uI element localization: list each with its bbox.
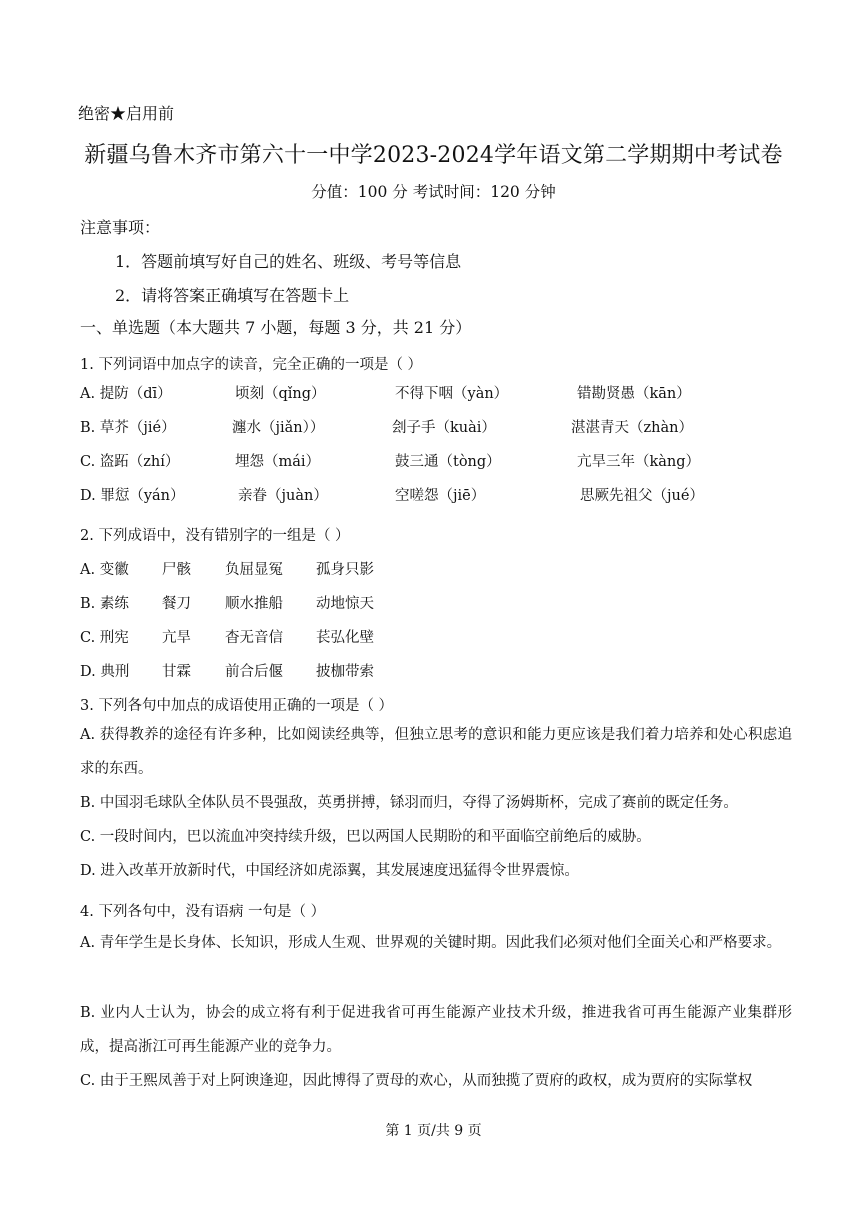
option-item: 尸骸: [162, 562, 191, 578]
question-4-option-a: A. 青年学生是长身体、长知识，形成人生观、世界观的关键时期。因此我们必须对他们全面关心和严格要求。: [80, 935, 782, 951]
page-number: 第 1 页/共 9 页: [385, 1123, 482, 1139]
option-item: A. 提防（dī）: [80, 386, 172, 402]
option-item: 披枷带索: [316, 664, 374, 680]
question-1-stem: 1. 下列词语中加点字的读音，完全正确的一项是（ ）: [80, 357, 423, 373]
question-4-option-c: C. 由于王熙凤善于对上阿谀逢迎，因此博得了贾母的欢心，从而独揽了贾府的政权，成为贾府的实际掌权: [80, 1073, 753, 1089]
option-item: A. 变徽: [80, 562, 129, 578]
notice-item: 1．答题前填写好自己的姓名、班级、考号等信息: [115, 252, 462, 271]
option-item: 不得下咽（yàn）: [395, 386, 509, 402]
question-3-option-b: B. 中国羽毛球队全体队员不畏强敌，英勇拼搏，铩羽而归，夺得了汤姆斯杯，完成了赛前的既定任务。: [80, 795, 738, 811]
option-item: D. 典刑: [80, 664, 130, 680]
option-item: 负屈显冤: [225, 562, 283, 578]
question-2-stem: 2. 下列成语中，没有错别字的一组是（ ）: [80, 528, 350, 544]
exam-title: 新疆乌鲁木齐市第六十一中学2023-2024学年语文第二学期期中考试卷: [84, 143, 783, 168]
option-item: 苌弘化壁: [316, 630, 374, 646]
option-item: 亲眷（juàn）: [238, 488, 328, 504]
option-item: 餐刀: [162, 596, 191, 612]
option-item: 刽子手（kuài）: [392, 420, 496, 436]
option-item: 顺水推船: [225, 596, 283, 612]
option-item: 思厥先祖父（jué）: [580, 488, 704, 504]
option-item: 顷刻（qǐng）: [235, 386, 326, 402]
notice-item: 2．请将答案正确填写在答题卡上: [115, 286, 350, 305]
option-item: B. 素练: [80, 596, 129, 612]
question-3-stem: 3. 下列各句中加点的成语使用正确的一项是（ ）: [80, 698, 394, 714]
option-item: 甘霖: [162, 664, 191, 680]
option-item: 亢旱: [162, 630, 191, 646]
option-item: 瀍水（jiǎn））: [232, 420, 325, 436]
option-item: 孤身只影: [316, 562, 374, 578]
question-4-option-b: B. 业内人士认为，协会的成立将有利于促进我省可再生能源产业技术升级，推进我省可再生能源产业集群形成，提高浙江可再生能源产业的竞争力。: [80, 1005, 792, 1055]
option-item: 亢旱三年（kàng）: [577, 454, 701, 470]
option-item: C. 盗跖（zhí）: [80, 454, 180, 470]
confidential-label: 绝密★启用前: [78, 104, 175, 123]
option-item: C. 刑宪: [80, 630, 129, 646]
section-heading: 一、单选题（本大题共 7 小题，每题 3 分，共 21 分）: [80, 318, 472, 337]
question-4-stem: 4. 下列各句中，没有语病 一句是（ ）: [80, 904, 326, 920]
option-item: 杳无音信: [225, 630, 283, 646]
notices-heading: 注意事项：: [80, 218, 161, 237]
question-3-option-d: D. 进入改革开放新时代，中国经济如虎添翼，其发展速度迅猛得令世界震惊。: [80, 863, 579, 879]
option-item: D. 罪愆（yán）: [80, 488, 185, 504]
option-item: 错勘贤愚（kān）: [577, 386, 691, 402]
option-item: 鼓三通（tòng）: [395, 454, 501, 470]
option-item: 湛湛青天（zhàn）: [571, 420, 693, 436]
question-3-option-a: A. 获得教养的途径有许多种，比如阅读经典等，但独立思考的意识和能力更应该是我们着力培养和处心积虑追求的东西。: [80, 727, 792, 777]
question-3-option-c: C. 一段时间内，巴以流血冲突持续升级，巴以两国人民期盼的和平面临空前绝后的威胁。: [80, 829, 651, 845]
score-time-info: 分值：100 分 考试时间：120 分钟: [311, 183, 556, 201]
option-item: 埋怨（mái）: [235, 454, 321, 470]
option-item: 空嗟怨（jiē）: [395, 488, 486, 504]
option-item: 动地惊天: [316, 596, 374, 612]
option-item: 前合后偃: [225, 664, 283, 680]
option-item: B. 草芥（jié）: [80, 420, 176, 436]
